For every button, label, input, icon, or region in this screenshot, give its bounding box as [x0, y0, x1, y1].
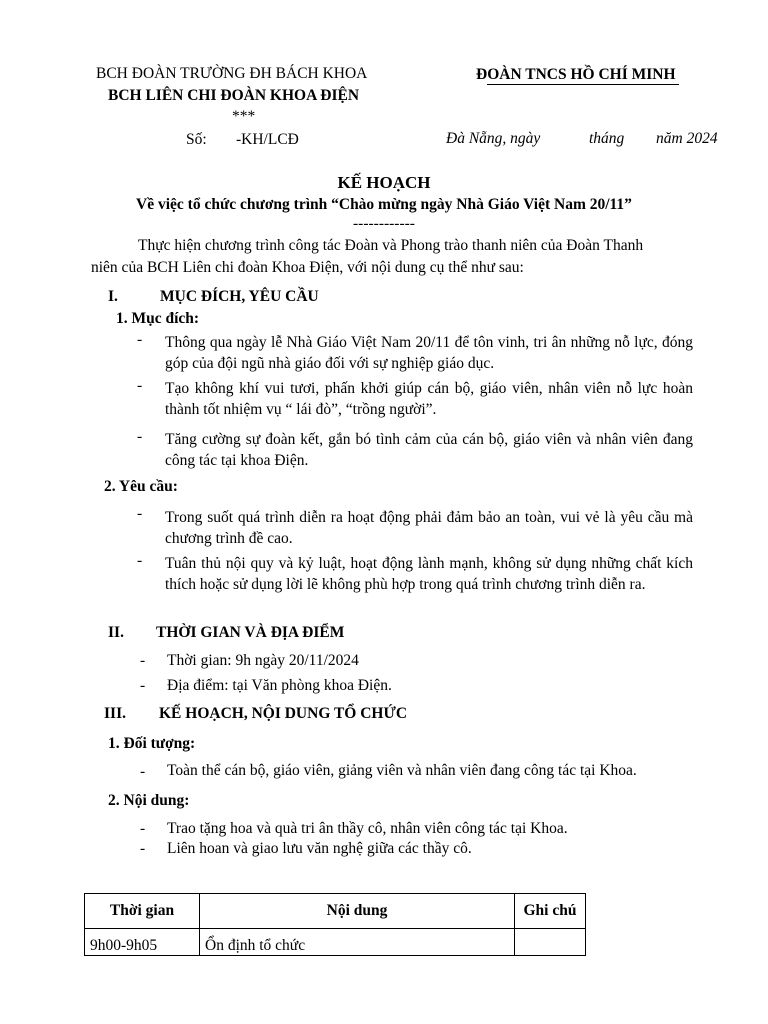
bullet-dash: - [140, 677, 146, 694]
column-header-content: Nội dung [200, 894, 515, 929]
org-line-1: BCH ĐOÀN TRƯỜNG ĐH BÁCH KHOA [96, 65, 368, 82]
bullet-dash: - [137, 505, 143, 522]
bullet-dash: - [137, 552, 143, 569]
section-3-number: III. [104, 705, 126, 722]
section-1-number: I. [108, 288, 118, 305]
document-subtitle: Về việc tổ chức chương trình “Chào mừng ngày Nhà Giáo Việt Nam 20/11” [136, 196, 632, 213]
column-header-note: Ghi chú [515, 894, 586, 929]
section-2-title: THỜI GIAN VÀ ĐỊA ĐIỂM [156, 624, 345, 641]
requirement-item: Tuân thủ nội quy và kỷ luật, hoạt động lành mạnh, không sử dụng những chất kích thích hoặc sử dụng lời lẽ không phù hợp trong quá trình chương trình diễn ra. [165, 555, 693, 593]
title-divider: ------------ [353, 215, 415, 232]
column-header-time: Thời gian [85, 894, 200, 929]
section-1-title: MỤC ĐÍCH, YÊU CẦU [160, 288, 319, 305]
content-item: Trao tặng hoa và quà tri ân thầy cô, nhân viên công tác tại Khoa. [167, 820, 568, 837]
purpose-item: Tăng cường sự đoàn kết, gắn bó tình cảm của cán bộ, giáo viên và nhân viên đang công tác tại khoa Điện. [165, 431, 693, 469]
section-3-title: KẾ HOẠCH, NỘI DUNG TỔ CHỨC [159, 705, 408, 722]
document-title: KẾ HOẠCH [337, 173, 431, 192]
section-1-sub-2: 2. Yêu cầu: [104, 478, 178, 495]
document-number-code: -KH/LCĐ [236, 131, 299, 148]
intro-line-2: niên của BCH Liên chi đoàn Khoa Điện, với nội dung cụ thể như sau: [91, 259, 524, 276]
document-number-label: Số: [186, 131, 207, 148]
table-cell-content: Ổn định tổ chức [200, 929, 515, 956]
table-cell-time: 9h00-9h05 [85, 929, 200, 956]
bullet-dash: - [137, 377, 143, 394]
org-line-2: BCH LIÊN CHI ĐOÀN KHOA ĐIỆN [108, 87, 360, 104]
bullet-dash: - [137, 428, 143, 445]
time-item: Thời gian: 9h ngày 20/11/2024 [167, 652, 359, 669]
section-1-sub-1: 1. Mục đích: [116, 310, 200, 327]
union-title-underline [487, 84, 679, 85]
table-cell-note [515, 929, 586, 956]
union-title: ĐOÀN TNCS HỒ CHÍ MINH [476, 66, 676, 83]
audience-item: Toàn thể cán bộ, giáo viên, giảng viên và nhân viên đang công tác tại Khoa. [167, 762, 637, 779]
intro-line-1: Thực hiện chương trình công tác Đoàn và Phong trào thanh niên của Đoàn Thanh [138, 237, 644, 254]
bullet-dash: - [140, 763, 146, 780]
requirement-item: Trong suốt quá trình diễn ra hoạt động phải đảm bảo an toàn, vui vẻ là yêu cầu mà chương trình đề cao. [165, 509, 693, 547]
schedule-table [84, 893, 586, 956]
bullet-dash: - [140, 652, 146, 669]
date-year: năm 2024 [656, 130, 718, 147]
content-item: Liên hoan và giao lưu văn nghệ giữa các thầy cô. [167, 840, 472, 857]
table-row [85, 929, 586, 956]
date-place: Đà Nẵng, ngày [446, 130, 541, 147]
section-3-sub-1: 1. Đối tượng: [108, 735, 196, 752]
bullet-dash: - [140, 840, 146, 857]
purpose-item: Tạo không khí vui tươi, phấn khởi giúp cán bộ, giáo viên, nhân viên nỗ lực hoàn thành tốt nhiệm vụ “ lái đò”, “trồng người”. [165, 380, 693, 418]
section-3-sub-2: 2. Nội dung: [108, 792, 190, 809]
purpose-item: Thông qua ngày lễ Nhà Giáo Việt Nam 20/11 để tôn vinh, tri ân những nỗ lực, đóng góp của đội ngũ nhà giáo đối với sự nghiệp giáo dục. [165, 334, 693, 372]
date-month: tháng [589, 130, 625, 147]
bullet-dash: - [137, 331, 143, 348]
location-item: Địa điểm: tại Văn phòng khoa Điện. [167, 677, 392, 694]
bullet-dash: - [140, 820, 146, 837]
section-2-number: II. [108, 624, 124, 641]
stars: *** [232, 108, 256, 125]
table-header-row [85, 894, 586, 929]
